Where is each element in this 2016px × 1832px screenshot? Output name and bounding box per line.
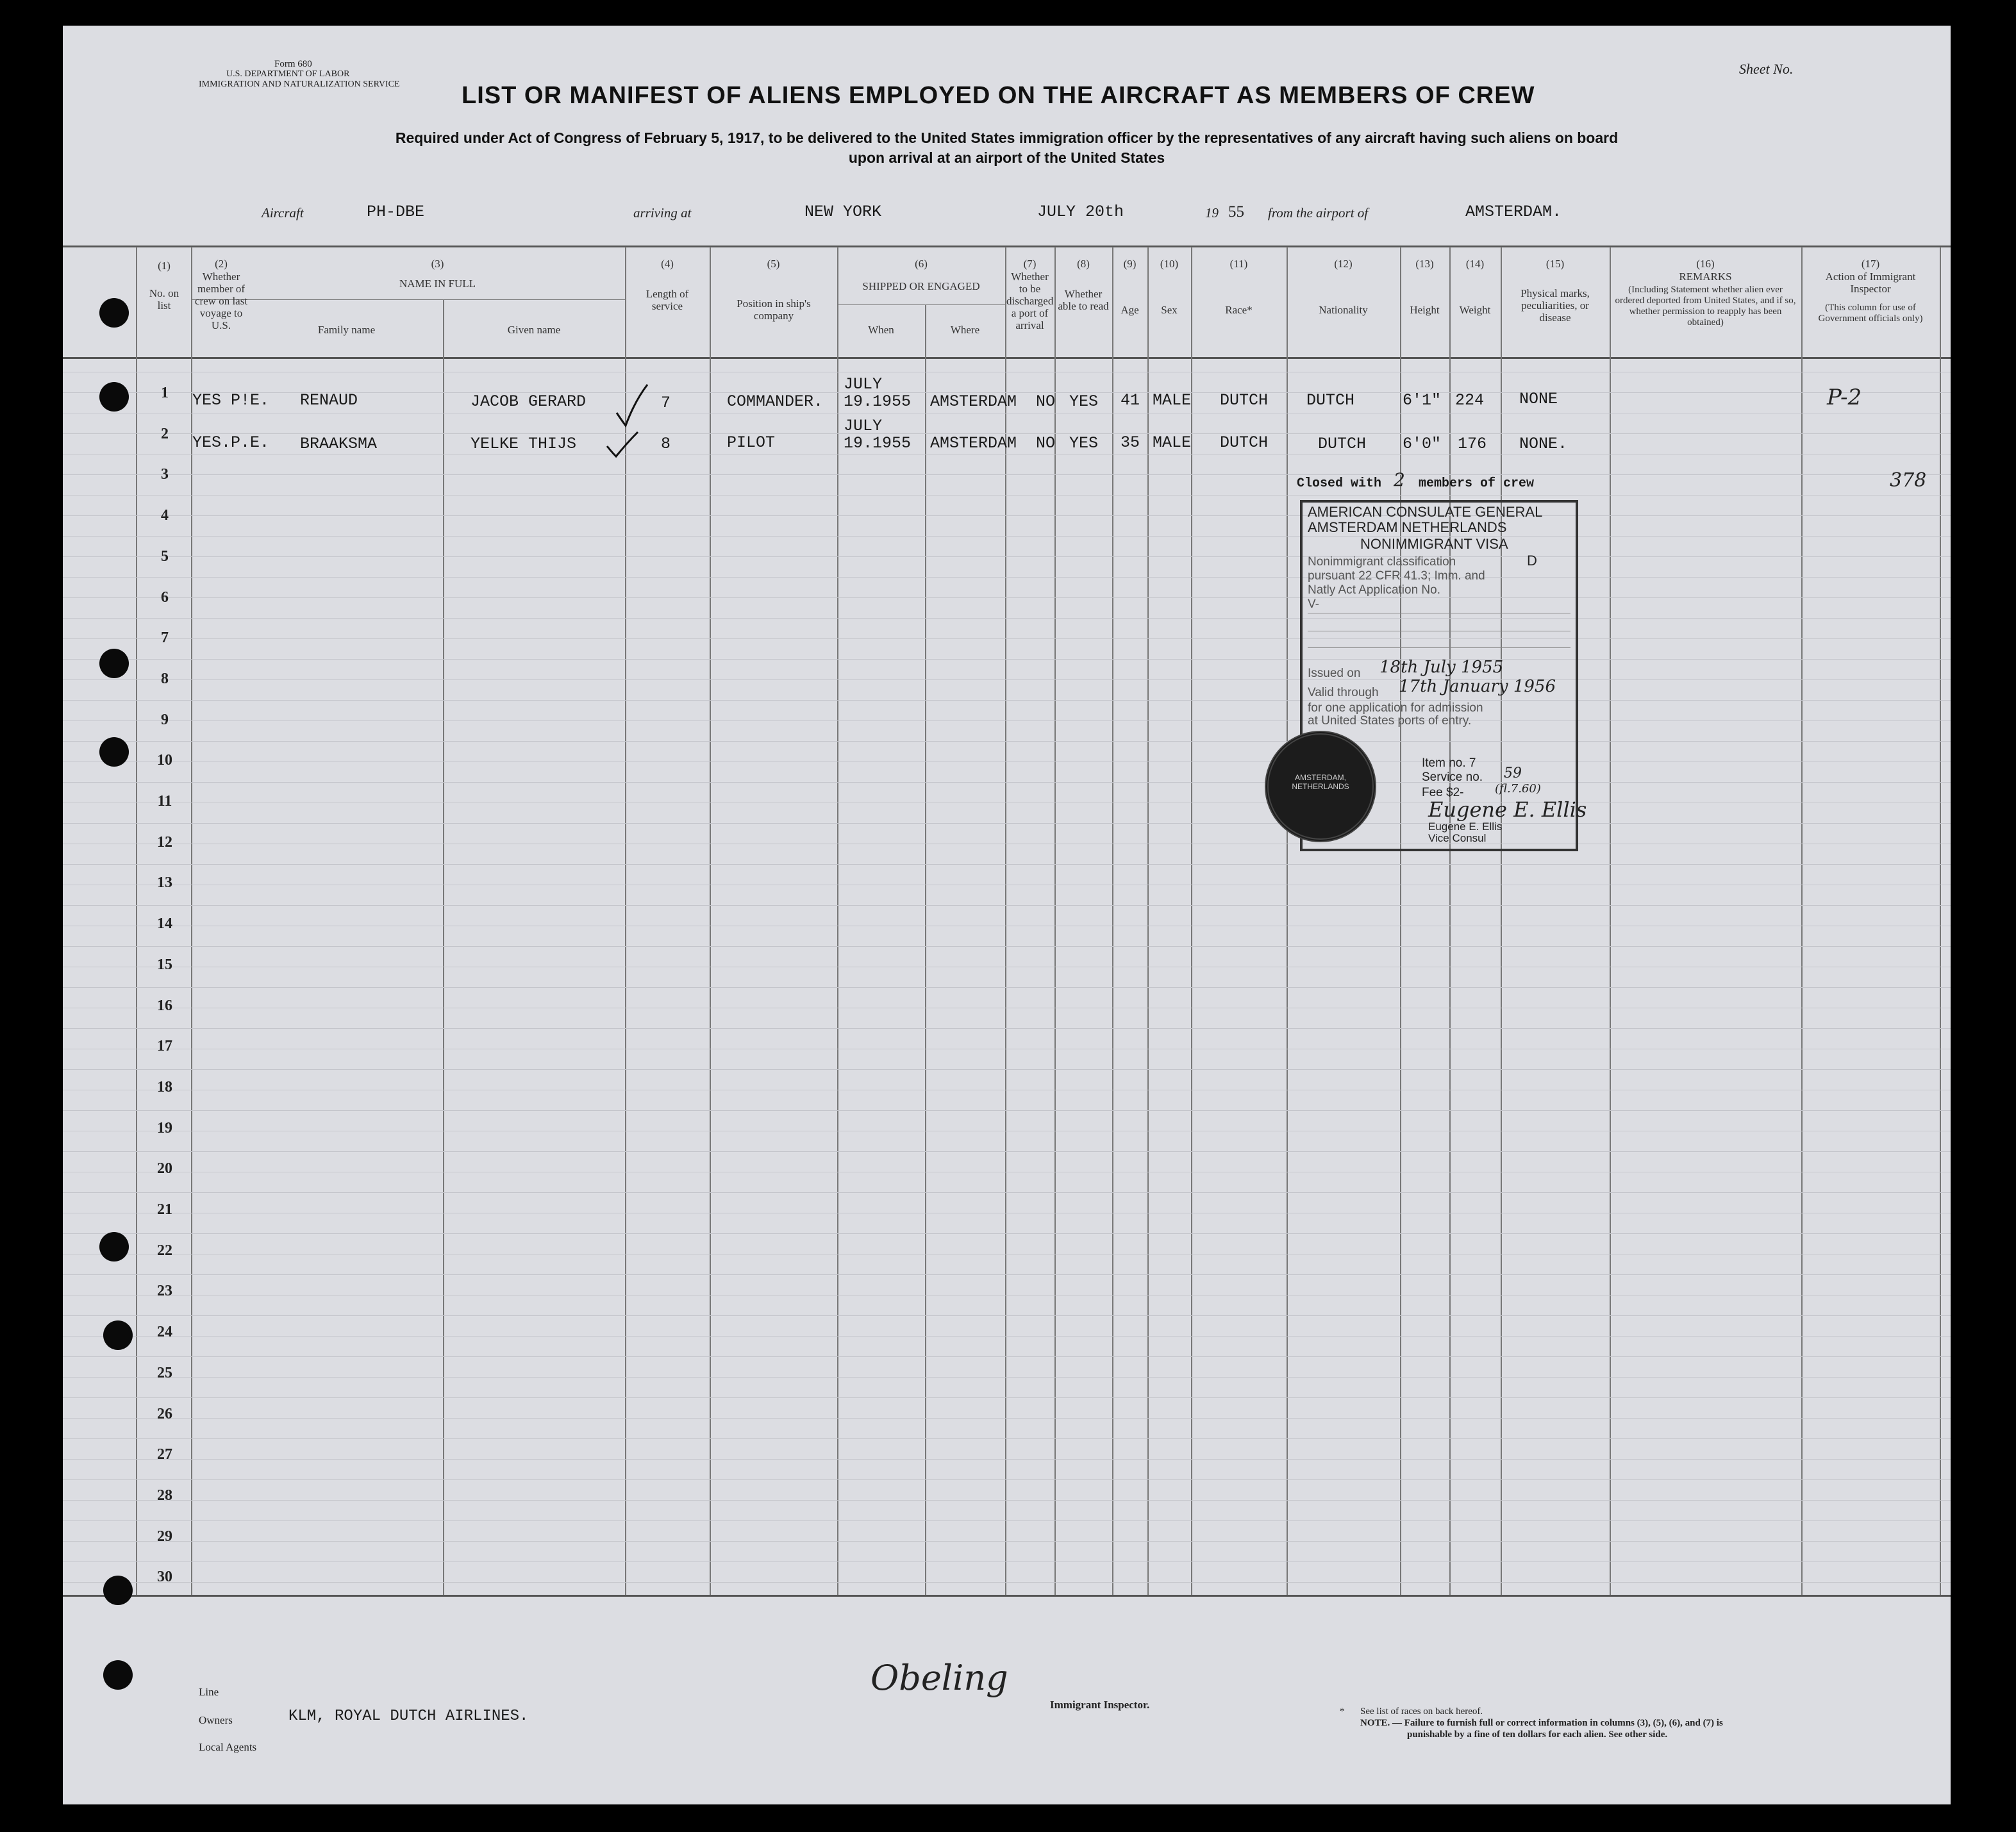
stamp-line3: NONIMMIGRANT VISA — [1360, 536, 1508, 552]
aircraft-id: PH-DBE — [367, 203, 425, 221]
row2-where: AMSTERDAM — [930, 434, 1017, 453]
col6-num: (6) — [915, 258, 928, 270]
row2-discharged: NO — [1036, 434, 1056, 453]
col11-label: Race* — [1225, 304, 1253, 316]
stamp-valid-date: 17th January 1956 — [1399, 677, 1556, 696]
row2-family-name: BRAAKSMA — [300, 435, 378, 453]
inspector-label: Immigrant Inspector. — [1050, 1699, 1150, 1711]
col3-family-label: Family name — [317, 324, 376, 336]
row-number: 27 — [157, 1446, 172, 1463]
row-number: 20 — [157, 1160, 172, 1177]
row1-weight: 224 — [1455, 391, 1485, 410]
row-number: 4 — [161, 507, 169, 524]
inspector-number: 378 — [1890, 469, 1927, 492]
row-number: 23 — [157, 1283, 172, 1299]
col16-note: (Including Statement whether alien ever ordered deported from United States, and if so, whether permission to reapply has been obtained) — [1615, 285, 1796, 328]
row-number: 6 — [161, 589, 169, 606]
closed-note-count: 2 — [1394, 469, 1405, 490]
row2-service: 8 — [661, 435, 671, 453]
row-number: 3 — [161, 466, 169, 483]
row1-discharged: NO — [1036, 392, 1056, 411]
legal-note-2: punishable by a fine of ten dollars for each alien. See other side. — [1407, 1729, 1668, 1740]
stamp-fee-note: (fl.7.60) — [1495, 782, 1541, 795]
col11-num: (11) — [1229, 258, 1248, 270]
row-number: 19 — [157, 1120, 172, 1137]
punch-hole — [99, 1232, 129, 1262]
col10-num: (10) — [1160, 258, 1179, 270]
col5-num: (5) — [767, 258, 780, 270]
col14-label: Weight — [1459, 304, 1491, 316]
owners-label: Owners — [199, 1714, 233, 1726]
row2-weight: 176 — [1458, 435, 1487, 453]
row-number: 16 — [157, 997, 172, 1014]
stamp-valid-label: Valid through — [1308, 686, 1379, 699]
punch-hole — [103, 1576, 133, 1605]
department-name: U.S. DEPARTMENT OF LABOR — [226, 69, 350, 79]
col6-where-label: Where — [950, 324, 980, 336]
document-subtitle: Required under Act of Congress of February 5, 1917, to be delivered to the United States immigration officer by the representatives of any aircraft having such aliens on board — [395, 129, 1619, 146]
row-number: 11 — [157, 793, 172, 810]
check-mark-icon — [604, 429, 643, 462]
row2-sex: MALE — [1153, 433, 1192, 452]
row1-last-voyage: YES P!E. — [192, 391, 270, 410]
col6-when-label: When — [868, 324, 894, 336]
service-name: IMMIGRATION AND NATURALIZATION SERVICE — [199, 79, 400, 89]
col6-label: SHIPPED OR ENGAGED — [862, 280, 980, 292]
stamp-line4: Nonimmigrant classification — [1308, 555, 1456, 569]
row1-when-month: JULY — [844, 375, 883, 394]
row1-nationality: DUTCH — [1306, 391, 1355, 410]
line-label: Line — [199, 1686, 219, 1698]
year-prefix: 19 — [1205, 205, 1219, 221]
row2-when-month: JULY — [844, 417, 883, 435]
row-number: 30 — [157, 1569, 172, 1585]
document-subtitle-2: upon arrival at an airport of the United States — [848, 149, 1165, 166]
row1-sex: MALE — [1153, 391, 1192, 410]
stamp-line1: AMERICAN CONSULATE GENERAL — [1308, 504, 1543, 520]
col1-num: (1) — [158, 260, 171, 272]
stamp-issued-label: Issued on — [1308, 667, 1361, 680]
row2-position: PILOT — [727, 433, 776, 452]
row-number: 26 — [157, 1406, 172, 1422]
stamp-line10: for one application for admission — [1308, 701, 1483, 715]
row-number: 10 — [157, 752, 172, 769]
aircraft-label: Aircraft — [262, 205, 304, 221]
col4-num: (4) — [661, 258, 674, 270]
row2-age: 35 — [1120, 433, 1140, 452]
races-asterisk: * — [1340, 1706, 1345, 1717]
row-number: 5 — [161, 548, 169, 565]
punch-hole — [103, 1320, 133, 1350]
row1-family-name: RENAUD — [300, 391, 358, 410]
document-title: LIST OR MANIFEST OF ALIENS EMPLOYED ON THE AIRCRAFT AS MEMBERS OF CREW — [462, 82, 1535, 109]
row-number: 28 — [157, 1487, 172, 1504]
punch-hole — [99, 298, 129, 328]
row2-race: DUTCH — [1220, 433, 1269, 452]
col17-num: (17) — [1861, 258, 1880, 270]
races-note: See list of races on back hereof. — [1360, 1706, 1483, 1717]
consular-seal-icon: AMSTERDAM, NETHERLANDS — [1265, 731, 1376, 842]
row-number: 9 — [161, 712, 169, 728]
row-number: 1 — [161, 385, 169, 401]
punch-hole — [103, 1660, 133, 1690]
legal-note: NOTE. — Failure to furnish full or correct information in columns (3), (5), (6), and (7) is — [1360, 1718, 1723, 1728]
row1-height: 6'1" — [1403, 391, 1442, 410]
row-number: 8 — [161, 670, 169, 687]
row1-service: 7 — [661, 394, 671, 412]
col8-num: (8) — [1077, 258, 1090, 270]
col16-num: (16) — [1696, 258, 1715, 270]
manifest-sheet — [63, 26, 1951, 1804]
row-number: 25 — [157, 1365, 172, 1381]
row-number: 13 — [157, 874, 172, 891]
col14-num: (14) — [1465, 258, 1485, 270]
row-number: 7 — [161, 629, 169, 646]
stamp-service-label: Service no. — [1422, 770, 1483, 784]
col10-label: Sex — [1161, 304, 1178, 316]
closed-note-suffix: members of crew — [1419, 476, 1535, 491]
from-label: from the airport of — [1268, 205, 1369, 221]
row1-age: 41 — [1120, 391, 1140, 410]
year-suffix: 55 — [1228, 203, 1244, 221]
local-agents-label: Local Agents — [199, 1741, 257, 1753]
col2-num: (2) — [215, 258, 228, 270]
consul-name: Eugene E. Ellis — [1428, 820, 1503, 833]
col9-label: Age — [1120, 304, 1139, 316]
departure-city: AMSTERDAM. — [1465, 203, 1562, 221]
row2-when-date: 19.1955 — [844, 434, 912, 453]
row2-read: YES — [1069, 434, 1099, 453]
col15-label: Physical marks, peculiarities, or disease — [1520, 287, 1590, 324]
row1-race: DUTCH — [1220, 391, 1269, 410]
col13-label: Height — [1410, 304, 1440, 316]
table-header-rule — [63, 357, 1951, 359]
col17-label: Action of Immigrant Inspector — [1825, 271, 1916, 295]
row1-marks: NONE — [1519, 390, 1558, 408]
stamp-service-number: 59 — [1504, 765, 1522, 781]
inspector-mark: P-2 — [1827, 385, 1862, 410]
col9-num: (9) — [1123, 258, 1137, 270]
punch-hole — [99, 737, 129, 767]
stamp-line7: V- — [1308, 597, 1319, 611]
row-number: 22 — [157, 1242, 172, 1259]
row2-height: 6'0" — [1403, 435, 1442, 453]
col5-label: Position in ship's company — [737, 297, 811, 322]
punch-hole — [99, 382, 129, 412]
row-number: 29 — [157, 1528, 172, 1545]
consul-title: Vice Consul — [1428, 832, 1487, 844]
row1-given-name: JACOB GERARD — [471, 392, 587, 411]
col17-note: (This column for use of Government officials only) — [1818, 303, 1923, 324]
stamp-line5: pursuant 22 CFR 41.3; Imm. and — [1308, 569, 1485, 583]
row-number: 12 — [157, 834, 172, 851]
col7-num: (7) — [1023, 258, 1037, 270]
col3-given-label: Given name — [507, 324, 561, 336]
col1-label: No. on list — [149, 287, 179, 312]
table-bottom-rule — [63, 1595, 1951, 1597]
col2-label: Whether member of crew on last voyage to U.S. — [194, 271, 248, 331]
row1-where: AMSTERDAM — [930, 392, 1017, 411]
row-number: 14 — [157, 915, 172, 932]
col4-label: Length of service — [646, 288, 689, 312]
row-number: 18 — [157, 1079, 172, 1095]
col16-label: REMARKS — [1679, 271, 1732, 283]
col15-num: (15) — [1545, 258, 1565, 270]
stamp-line6: Natly Act Application No. — [1308, 583, 1440, 597]
stamp-class-value: D — [1527, 553, 1537, 569]
row1-when-date: 19.1955 — [844, 392, 912, 411]
row-number: 15 — [157, 956, 172, 973]
row-number: 24 — [157, 1324, 172, 1340]
col13-num: (13) — [1415, 258, 1434, 270]
stamp-fee: Fee $2- — [1422, 786, 1464, 799]
col12-num: (12) — [1334, 258, 1353, 270]
col3-label: NAME IN FULL — [399, 278, 476, 290]
row2-marks: NONE. — [1519, 435, 1568, 453]
consul-signature: Eugene E. Ellis — [1428, 797, 1587, 822]
stamp-line2: AMSTERDAM NETHERLANDS — [1308, 519, 1507, 535]
sheet-number-label: Sheet No. — [1739, 61, 1794, 77]
row1-read: YES — [1069, 392, 1099, 411]
arriving-label: arriving at — [633, 205, 692, 221]
stamp-line11: at United States ports of entry. — [1308, 714, 1472, 728]
arrival-city: NEW YORK — [804, 203, 882, 221]
stamp-issued-date: 18th July 1955 — [1379, 658, 1504, 677]
closed-note-prefix: Closed with — [1297, 476, 1382, 491]
row-number: 2 — [161, 426, 169, 442]
row2-last-voyage: YES.P.E. — [192, 433, 270, 452]
col8-label: Whether able to read — [1058, 288, 1109, 312]
row2-given-name: YELKE THIJS — [471, 435, 577, 453]
stamp-item: Item no. 7 — [1422, 756, 1476, 770]
table-top-rule — [63, 246, 1951, 247]
arrival-date: JULY 20th — [1037, 203, 1124, 221]
col7-label: Whether to be discharged a port of arrival — [1006, 271, 1054, 331]
form-number: Form 680 — [274, 59, 312, 69]
owners-value: KLM, ROYAL DUTCH AIRLINES. — [288, 1708, 529, 1725]
inspector-signature: Obeling — [871, 1658, 1008, 1698]
col3-num: (3) — [431, 258, 444, 270]
row-number: 17 — [157, 1038, 172, 1054]
row2-nationality: DUTCH — [1318, 435, 1367, 453]
punch-hole — [99, 649, 129, 678]
col12-label: Nationality — [1319, 304, 1368, 316]
row-number: 21 — [157, 1201, 172, 1218]
row1-position: COMMANDER. — [727, 392, 824, 411]
